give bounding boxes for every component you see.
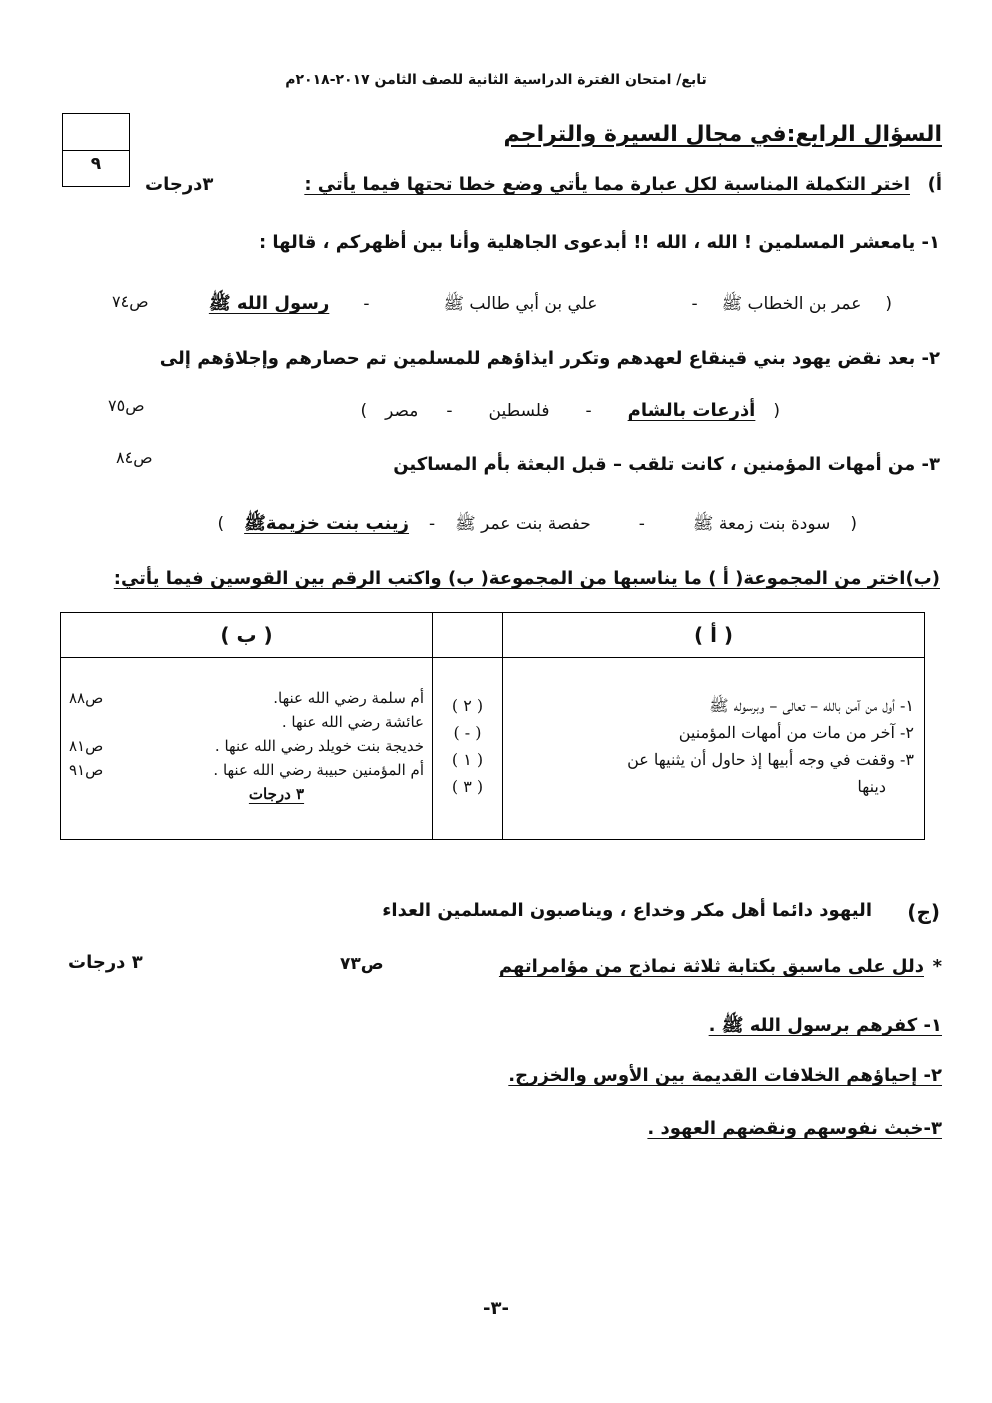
item-2-sep-1: - bbox=[585, 401, 592, 421]
part-c-answer-2 bbox=[508, 1065, 942, 1086]
part-c-answer-1-text: ١- كفرهم برسول الله ﷺ . bbox=[708, 1015, 942, 1036]
group-b-cell bbox=[61, 658, 433, 840]
part-a-instruction-text: اختر التكملة المناسبة لكل عبارة مما يأتي وضع خطا تحتها فيما يأتي : bbox=[304, 174, 910, 195]
group-a-item-2: ٢- آخر من مات من أمهات المؤمنين bbox=[678, 723, 914, 742]
part-c-prompt bbox=[499, 956, 924, 977]
part-c-answer-2-text: ٢- إحياؤهم الخلافات القديمة بين الأوس والخزرج. bbox=[508, 1065, 942, 1086]
part-c-page-ref: ص٧٣ bbox=[340, 954, 384, 974]
group-a-cell bbox=[503, 658, 925, 840]
part-a-label: أ) bbox=[927, 174, 942, 195]
item-3-sep-1: - bbox=[638, 514, 645, 534]
group-b-row-2-text: عائشة رضي الله عنها . bbox=[281, 713, 424, 731]
group-a-item-1: ١- أول من آمن بالله – تعالى – وبرسوله ﷺ bbox=[709, 696, 914, 715]
item-1-page-ref: ص٧٤ bbox=[112, 292, 149, 311]
header-answer-column bbox=[433, 613, 503, 658]
item-1-correct-answer: رسول الله ﷺ bbox=[208, 293, 330, 314]
item-1-sep-1: - bbox=[691, 294, 698, 314]
group-b-row-4 bbox=[69, 758, 424, 782]
page-number: -٣- bbox=[483, 1298, 509, 1319]
item-2-open-paren: ( bbox=[773, 401, 780, 421]
score-box-divider bbox=[63, 150, 129, 151]
header-group-a: ( أ ) bbox=[503, 613, 925, 658]
part-c-answer-3 bbox=[647, 1118, 942, 1139]
part-b-instruction bbox=[114, 568, 940, 589]
answer-2: ( - ) bbox=[453, 723, 482, 742]
part-c-label: (ج) bbox=[907, 900, 940, 924]
question-title: السؤال الرابع:في مجال السيرة والتراجم bbox=[503, 122, 942, 147]
part-a-marks: ٣درجات bbox=[145, 174, 214, 195]
item-2-stem: ٢- بعد نقض يهود بني قينقاع لعهدهم وتكرر ايذاؤهم للمسلمين تم حصارهم وإجلاؤهم إلى bbox=[159, 348, 940, 369]
group-b-row-2 bbox=[69, 710, 424, 734]
item-3-close-paren: ) bbox=[217, 514, 225, 534]
item-2-correct-answer: أذرعات بالشام bbox=[627, 400, 756, 421]
item-1-sep-2: - bbox=[363, 294, 370, 314]
answer-4: ( ٣ ) bbox=[451, 777, 484, 796]
score-value: ٩ bbox=[90, 154, 102, 174]
item-3-correct-answer: زينب بنت خزيمةﷺ bbox=[244, 513, 410, 534]
item-3-sep-2: - bbox=[429, 514, 436, 534]
item-1-options bbox=[209, 292, 892, 318]
item-3-options bbox=[218, 512, 858, 538]
group-b-row-4-text: أم المؤمنين حبيبة رضي الله عنها . bbox=[213, 761, 424, 779]
item-3-page-ref: ص٨٤ bbox=[116, 448, 153, 467]
item-1-option-2: علي بن أبي طالب ﷺ bbox=[443, 294, 598, 314]
answer-3: ( ١ ) bbox=[451, 750, 484, 769]
item-2-options bbox=[361, 400, 780, 421]
item-2-close-paren: ) bbox=[360, 401, 368, 421]
item-2-sep-2: - bbox=[446, 401, 453, 421]
matching-table bbox=[60, 612, 925, 840]
item-1-open-paren: ( bbox=[885, 294, 892, 314]
item-3-stem: ٣- من أمهات المؤمنين ، كانت تلقب – قبل البعثة بأم المساكين bbox=[393, 454, 940, 475]
page-header: تابع/ امتحان الفترة الدراسية الثانية للصف الثامن ٢٠١٧-٢٠١٨م bbox=[285, 72, 707, 88]
group-b-row-3-page-ref: ص٨١ bbox=[69, 737, 104, 755]
item-1-option-1: عمر بن الخطاب ﷺ bbox=[721, 294, 862, 314]
item-1-stem: ١- يامعشر المسلمين ! الله ، الله !! أبدعوى الجاهلية وأنا بين أظهركم ، قالها : bbox=[258, 232, 940, 253]
part-c-marks: ٣ درجات bbox=[68, 952, 143, 973]
group-a-item-3-cont: دينها bbox=[857, 777, 886, 796]
part-c-prompt-star: * bbox=[932, 956, 942, 977]
answer-column-cell bbox=[433, 658, 503, 840]
item-3-option-2: حفصة بنت عمر ﷺ bbox=[455, 514, 591, 534]
item-3-option-1: سودة بنت زمعة ﷺ bbox=[692, 514, 831, 534]
answer-1: ( ٢ ) bbox=[451, 696, 484, 715]
part-c-prompt-text: دلل على ماسبق بكتابة ثلاثة نماذج من مؤامراتهم bbox=[498, 956, 924, 977]
header-group-b: ( ب ) bbox=[61, 613, 433, 658]
part-c-statement: اليهود دائما أهل مكر وخداع ، ويناصبون المسلمين العداء bbox=[382, 900, 872, 921]
group-b-marks-row bbox=[69, 782, 424, 806]
group-b-row-1 bbox=[69, 686, 424, 710]
group-b-row-3-text: خديجة بنت خويلد رضي الله عنها . bbox=[214, 737, 424, 755]
item-2-option-2: فلسطين bbox=[488, 401, 550, 421]
group-a-item-3: ٣- وقفت في وجه أبيها إذ حاول أن يثنيها عن bbox=[627, 750, 914, 769]
item-2-page-ref: ص٧٥ bbox=[108, 396, 145, 415]
part-c-answer-3-text: ٣-خبث نفوسهم ونقضهم العهود . bbox=[647, 1118, 942, 1139]
part-c-answer-1 bbox=[709, 1014, 942, 1040]
group-b-row-3 bbox=[69, 734, 424, 758]
item-3-open-paren: ( bbox=[850, 514, 857, 534]
group-b-row-1-page-ref: ص٨٨ bbox=[69, 689, 104, 707]
group-b-row-4-page-ref: ص٩١ bbox=[69, 761, 104, 779]
part-b-instruction-text: (ب)اختر من المجموعة( أ ) ما يناسبها من المجموعة( ب) واكتب الرقم بين القوسين فيما يأتي: bbox=[113, 568, 940, 589]
part-a-instruction bbox=[304, 174, 910, 195]
item-2-option-3: مصر bbox=[385, 401, 419, 421]
part-b-marks: ٣ درجات bbox=[248, 785, 305, 803]
score-box bbox=[62, 113, 130, 187]
group-b-row-1-text: أم سلمة رضي الله عنها. bbox=[273, 689, 424, 707]
